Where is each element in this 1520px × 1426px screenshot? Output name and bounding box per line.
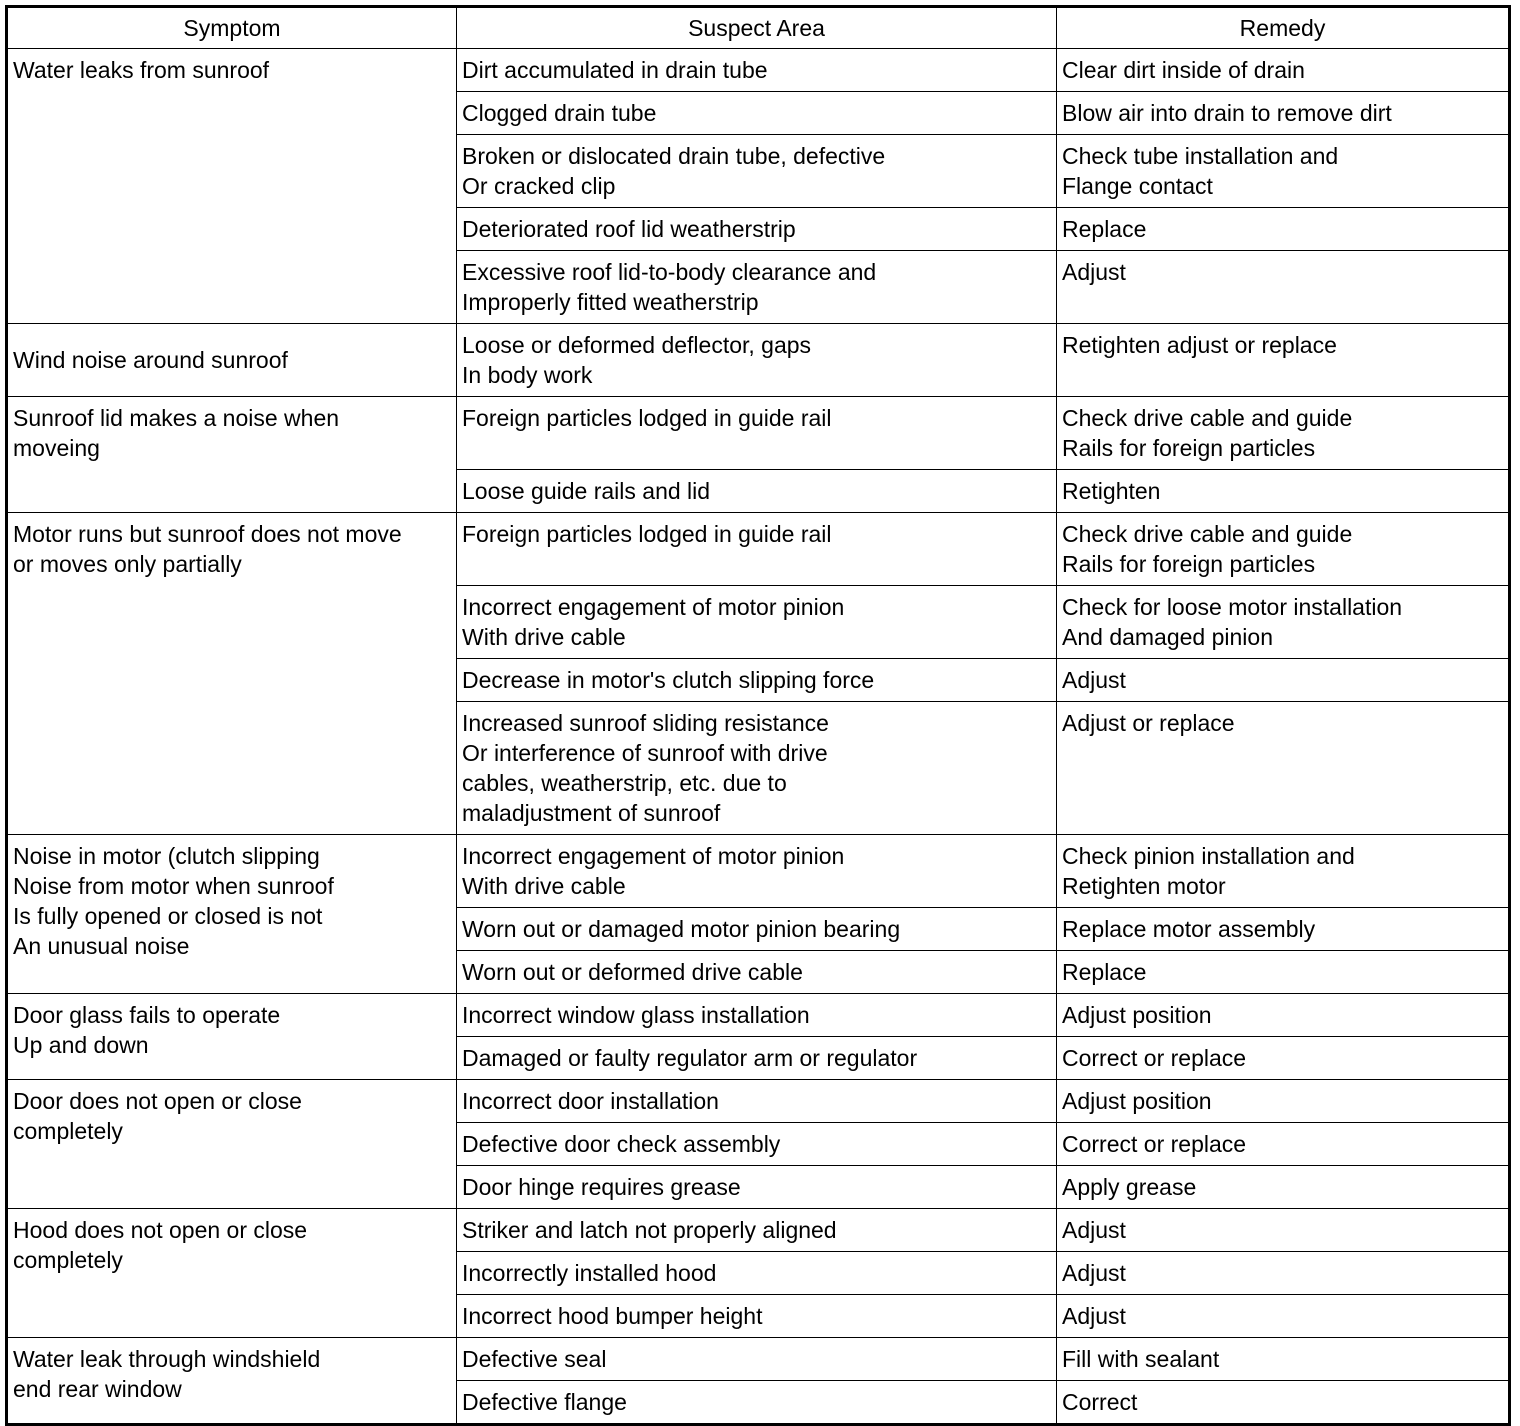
remedy-cell: Retighten adjust or replace (1057, 324, 1510, 397)
remedy-cell: Blow air into drain to remove dirt (1057, 92, 1510, 135)
symptom-cell: Noise in motor (clutch slipping Noise from motor when sunroof Is fully opened or closed is not An unusual noise (7, 835, 457, 994)
symptom-cell: Wind noise around sunroof (7, 324, 457, 397)
suspect-cell: Damaged or faulty regulator arm or regulator (457, 1037, 1057, 1080)
suspect-cell: Deteriorated roof lid weatherstrip (457, 208, 1057, 251)
table-row (7, 835, 1510, 908)
suspect-cell: Worn out or deformed drive cable (457, 951, 1057, 994)
table-row (7, 1209, 1510, 1252)
suspect-cell: Excessive roof lid-to-body clearance and Improperly fitted weatherstrip (457, 251, 1057, 324)
suspect-cell: Foreign particles lodged in guide rail (457, 513, 1057, 586)
remedy-cell: Correct (1057, 1381, 1510, 1425)
header-remedy: Remedy (1057, 7, 1510, 49)
table-row (7, 994, 1510, 1037)
table-row (7, 397, 1510, 470)
suspect-cell: Dirt accumulated in drain tube (457, 49, 1057, 92)
header-row (7, 7, 1510, 49)
suspect-cell: Incorrectly installed hood (457, 1252, 1057, 1295)
remedy-cell: Check drive cable and guide Rails for foreign particles (1057, 397, 1510, 470)
symptom-cell: Door glass fails to operate Up and down (7, 994, 457, 1080)
remedy-cell: Correct or replace (1057, 1123, 1510, 1166)
header-symptom: Symptom (7, 7, 457, 49)
table-row (7, 324, 1510, 397)
remedy-cell: Adjust position (1057, 994, 1510, 1037)
remedy-cell: Check for loose motor installation And damaged pinion (1057, 586, 1510, 659)
suspect-cell: Loose or deformed deflector, gaps In body work (457, 324, 1057, 397)
header-suspect-area: Suspect Area (457, 7, 1057, 49)
suspect-cell: Defective flange (457, 1381, 1057, 1425)
suspect-cell: Incorrect door installation (457, 1080, 1057, 1123)
suspect-cell: Increased sunroof sliding resistance Or interference of sunroof with drive cables, weatherstrip, etc. due to maladjustment of sunroof (457, 702, 1057, 835)
table-row (7, 513, 1510, 586)
symptom-cell: Sunroof lid makes a noise when moveing (7, 397, 457, 513)
remedy-cell: Adjust position (1057, 1080, 1510, 1123)
suspect-cell: Incorrect engagement of motor pinion With drive cable (457, 586, 1057, 659)
remedy-cell: Replace (1057, 951, 1510, 994)
symptom-cell: Water leaks from sunroof (7, 49, 457, 324)
suspect-cell: Defective seal (457, 1338, 1057, 1381)
remedy-cell: Adjust (1057, 659, 1510, 702)
table-row (7, 1080, 1510, 1123)
remedy-cell: Adjust (1057, 251, 1510, 324)
symptom-cell: Motor runs but sunroof does not move or moves only partially (7, 513, 457, 835)
remedy-cell: Correct or replace (1057, 1037, 1510, 1080)
remedy-cell: Check tube installation and Flange contact (1057, 135, 1510, 208)
troubleshooting-table-container (5, 5, 1508, 1426)
suspect-cell: Defective door check assembly (457, 1123, 1057, 1166)
remedy-cell: Replace motor assembly (1057, 908, 1510, 951)
remedy-cell: Adjust (1057, 1252, 1510, 1295)
symptom-cell: Door does not open or close completely (7, 1080, 457, 1209)
table-row (7, 1338, 1510, 1381)
troubleshooting-table (5, 5, 1511, 1426)
suspect-cell: Decrease in motor's clutch slipping force (457, 659, 1057, 702)
suspect-cell: Incorrect engagement of motor pinion With drive cable (457, 835, 1057, 908)
suspect-cell: Broken or dislocated drain tube, defective Or cracked clip (457, 135, 1057, 208)
remedy-cell: Check drive cable and guide Rails for foreign particles (1057, 513, 1510, 586)
remedy-cell: Adjust (1057, 1295, 1510, 1338)
remedy-cell: Adjust (1057, 1209, 1510, 1252)
suspect-cell: Loose guide rails and lid (457, 470, 1057, 513)
suspect-cell: Incorrect hood bumper height (457, 1295, 1057, 1338)
suspect-cell: Door hinge requires grease (457, 1166, 1057, 1209)
symptom-cell: Hood does not open or close completely (7, 1209, 457, 1338)
suspect-cell: Clogged drain tube (457, 92, 1057, 135)
remedy-cell: Replace (1057, 208, 1510, 251)
remedy-cell: Adjust or replace (1057, 702, 1510, 835)
symptom-cell: Water leak through windshield end rear window (7, 1338, 457, 1425)
remedy-cell: Check pinion installation and Retighten motor (1057, 835, 1510, 908)
suspect-cell: Striker and latch not properly aligned (457, 1209, 1057, 1252)
remedy-cell: Apply grease (1057, 1166, 1510, 1209)
remedy-cell: Clear dirt inside of drain (1057, 49, 1510, 92)
table-row (7, 49, 1510, 92)
remedy-cell: Retighten (1057, 470, 1510, 513)
remedy-cell: Fill with sealant (1057, 1338, 1510, 1381)
suspect-cell: Foreign particles lodged in guide rail (457, 397, 1057, 470)
suspect-cell: Incorrect window glass installation (457, 994, 1057, 1037)
suspect-cell: Worn out or damaged motor pinion bearing (457, 908, 1057, 951)
